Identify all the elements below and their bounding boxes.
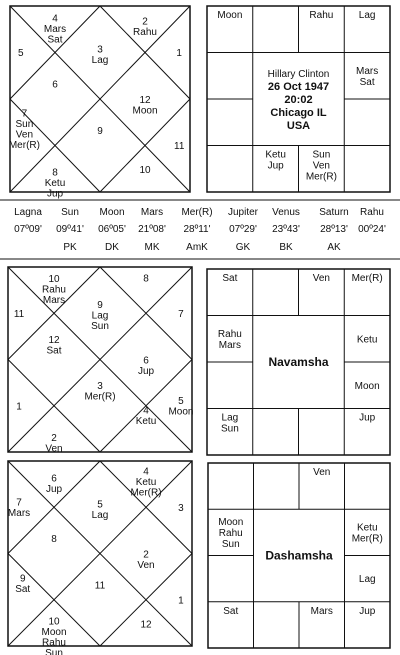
table-planet-name: Mars	[140, 207, 164, 218]
dashamsha-house-0-planet: Lag	[91, 509, 109, 521]
dashamsha-cell-planet: Mer(R)	[351, 533, 383, 545]
birth-time: 20:02	[284, 94, 313, 106]
navamsha-house-8-number: 10	[48, 274, 60, 286]
dashamsha-house-6-number: 9	[19, 573, 26, 585]
navamsha-cell-planet: Ven	[312, 273, 330, 284]
dashamsha-house-2-number: 3	[178, 502, 184, 514]
table-planet-name: Jupiter	[227, 207, 259, 218]
table-degree: 23º43'	[272, 224, 300, 235]
table-karaka: DK	[105, 242, 119, 253]
navamsha-cell-planet: Mars	[218, 339, 241, 351]
navamsha-house-9-planet: Sat	[46, 345, 62, 357]
dashamsha-house-7-number: 7	[16, 497, 22, 509]
navamsha-house-0-planet: Lag	[91, 310, 109, 322]
dashamsha-house-3-number: 1	[178, 595, 184, 607]
rasi-south-chart	[207, 6, 390, 192]
table-degree: 28º11'	[183, 224, 211, 235]
dashamsha-north-chart	[8, 461, 192, 655]
dashamsha-house-10-number: 2	[143, 549, 149, 561]
dashamsha-cell-planet: Rahu	[218, 527, 243, 539]
dashamsha-house-1-planet: Mer(R)	[130, 487, 162, 499]
table-degree: 07º29'	[229, 224, 257, 235]
table-karaka: BK	[279, 242, 293, 253]
table-planet-name: Moon	[99, 207, 125, 218]
table-planet-name: Sun	[61, 207, 79, 218]
dashamsha-cell-planet: Mars	[310, 605, 333, 617]
navamsha-house-10-number: 6	[143, 355, 149, 367]
rasi-cell-planet: Rahu	[309, 10, 334, 21]
navamsha-house-9-number: 12	[48, 334, 60, 346]
table-planet-name: Lagna	[14, 207, 42, 218]
navamsha-house-11-planet: Mer(R)	[84, 391, 116, 403]
rasi-house-1-planet: Rahu	[133, 27, 157, 39]
table-degree: 28º13'	[320, 224, 348, 235]
navamsha-house-3-number: 5	[178, 396, 184, 407]
rasi-cell-planet: Lag	[358, 10, 376, 21]
rasi-house-1-number: 2	[142, 16, 148, 28]
rasi-house-6-planet: Sun	[15, 119, 34, 131]
dashamsha-house-0-number: 5	[97, 499, 103, 511]
dashamsha-cell-planet: Sun	[221, 538, 240, 550]
table-planet-name: Mer(R)	[181, 207, 213, 218]
rasi-house-10-number: 12	[139, 94, 151, 106]
dashamsha-house-4-number: 12	[140, 619, 152, 631]
dashamsha-cell-planet: Moon	[218, 516, 244, 528]
navamsha-house-10-planet: Jup	[137, 365, 155, 377]
table-karaka: AmK	[186, 242, 208, 253]
rasi-house-5-planet: Jup	[46, 188, 64, 200]
rasi-cell-planet: Ven	[312, 160, 330, 172]
dashamsha-house-5-planet: Rahu	[42, 637, 66, 649]
rasi-house-6-planet: Ven	[15, 129, 34, 141]
dashamsha-house-7-planet: Mars	[7, 508, 31, 519]
navamsha-cell-planet: Ketu	[356, 334, 378, 346]
dashamsha-house-5-number: 10	[48, 616, 60, 628]
navamsha-house-4-number: 4	[143, 405, 149, 417]
navamsha-house-3-planet: Moon	[168, 406, 194, 418]
rasi-house-11-number: 9	[97, 126, 103, 138]
navamsha-north-chart	[8, 267, 193, 455]
dashamsha-cell-planet: Lag	[358, 574, 376, 586]
navamsha-house-1-number: 8	[143, 273, 149, 285]
dashamsha-house-1-number: 4	[143, 466, 149, 478]
navamsha-house-8-planet: Mars	[42, 295, 66, 307]
navamsha-house-11-number: 3	[97, 381, 103, 393]
table-planet-name: Rahu	[360, 207, 384, 218]
rasi-cell-planet: Mer(R)	[305, 171, 337, 183]
navamsha-cell-planet: Jup	[359, 412, 376, 424]
dashamsha-house-6-planet: Sat	[15, 583, 31, 595]
dashamsha-house-11-number: 11	[94, 580, 106, 592]
dashamsha-house-5-planet: Moon	[41, 627, 67, 638]
table-karaka: PK	[63, 242, 77, 253]
rasi-house-6-number: 7	[21, 108, 28, 120]
dashamsha-house-8-planet: Jup	[45, 483, 63, 495]
dashamsha-cell-planet: Ketu	[356, 522, 378, 534]
dashamsha-cell-planet: Jup	[359, 605, 376, 617]
birth-place: Chicago IL	[270, 107, 327, 119]
rasi-house-8-number: 4	[52, 13, 58, 25]
dashamsha-house-8-number: 6	[51, 473, 57, 485]
navamsha-house-5-planet: Ven	[45, 443, 63, 455]
navamsha-cell-planet: Rahu	[217, 328, 242, 340]
table-planet-name: Venus	[272, 207, 300, 218]
navamsha-cell-planet: Lag	[221, 412, 239, 424]
navamsha-house-4-planet: Ketu	[135, 415, 157, 427]
rasi-cell-planet: Ketu	[265, 149, 286, 161]
rasi-house-8-planet: Mars	[43, 23, 67, 35]
navamsha-cell-planet: Moon	[354, 380, 380, 392]
navamsha-house-5-number: 2	[51, 433, 57, 444]
navamsha-south-chart	[207, 269, 390, 455]
navamsha-title: Navamsha	[268, 355, 329, 369]
rasi-cell-planet: Mars	[356, 65, 379, 77]
navamsha-house-8-planet: Rahu	[42, 284, 66, 296]
navamsha-cell-planet: Sat	[222, 273, 238, 284]
navamsha-house-0-planet: Sun	[91, 321, 109, 333]
table-karaka: GK	[235, 242, 251, 253]
rasi-house-8-planet: Sat	[47, 34, 63, 46]
rasi-house-0-number: 3	[97, 44, 103, 56]
dashamsha-title: Dashamsha	[265, 548, 333, 563]
table-degree: 00º24'	[358, 224, 386, 235]
rasi-cell-planet: Moon	[217, 10, 243, 21]
rasi-house-3-number: 11	[174, 141, 185, 152]
birth-date: 26 Oct 1947	[267, 81, 330, 93]
rasi-cell-planet: Jup	[267, 160, 284, 172]
dashamsha-house-9-number: 8	[51, 534, 57, 546]
table-degree: 07º09'	[14, 224, 42, 235]
dashamsha-cell-planet: Sat	[223, 605, 239, 617]
rasi-cell-planet: Sat	[359, 76, 375, 88]
rasi-house-5-number: 8	[52, 167, 58, 179]
table-karaka: MK	[144, 242, 160, 253]
rasi-house-0-planet: Lag	[91, 55, 109, 67]
dashamsha-south-chart	[208, 463, 390, 648]
rasi-house-4-number: 10	[139, 165, 151, 177]
rasi-north-chart	[9, 6, 190, 200]
rasi-house-9-number: 6	[52, 79, 58, 91]
navamsha-house-7-number: 11	[13, 308, 25, 320]
rasi-house-10-planet: Moon	[132, 105, 158, 117]
birth-country: USA	[286, 120, 311, 132]
table-degree: 09º41'	[56, 224, 84, 235]
rasi-house-5-planet: Ketu	[44, 178, 66, 190]
navamsha-house-0-number: 9	[97, 300, 103, 312]
navamsha-house-2-number: 7	[178, 308, 184, 320]
table-degree: 06º05'	[98, 224, 126, 235]
table-planet-name: Saturn	[319, 207, 349, 218]
planet-positions-table	[0, 200, 400, 259]
rasi-house-7-number: 5	[18, 48, 24, 59]
dashamsha-house-5-planet: Sun	[45, 648, 63, 655]
navamsha-cell-planet: Sun	[220, 423, 239, 435]
rasi-cell-planet: Sun	[312, 149, 331, 161]
dashamsha-house-10-planet: Ven	[137, 559, 155, 571]
dashamsha-house-1-planet: Ketu	[135, 476, 157, 488]
native-name: Hillary Clinton	[267, 69, 330, 80]
dashamsha-cell-planet: Ven	[313, 467, 331, 478]
navamsha-cell-planet: Mer(R)	[351, 273, 383, 284]
rasi-house-6-planet: Mer(R)	[8, 140, 40, 152]
table-karaka: AK	[327, 242, 341, 253]
navamsha-house-6-number: 1	[16, 401, 22, 413]
table-degree: 21º08'	[138, 224, 166, 235]
rasi-house-2-number: 1	[176, 48, 182, 59]
